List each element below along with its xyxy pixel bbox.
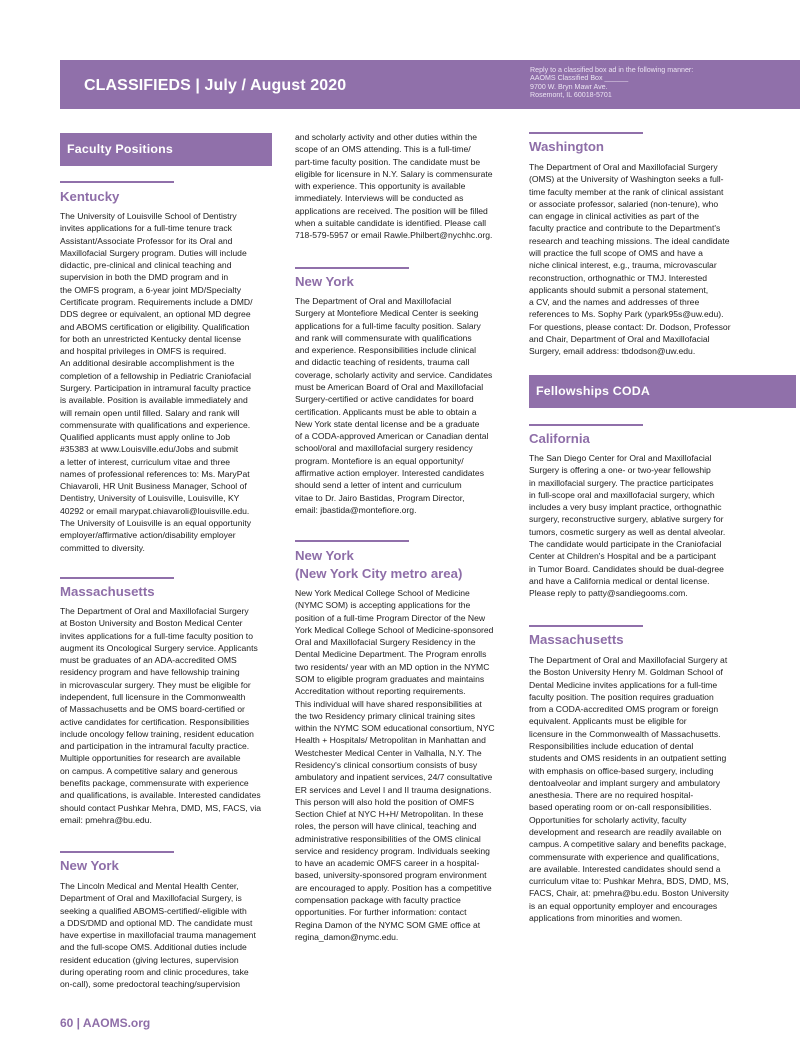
text-line: students and OMS residents in an outpatient setting	[529, 753, 727, 764]
section-rule	[529, 132, 643, 134]
text-line: The Department of Oral and Maxillofacial	[295, 296, 452, 306]
text-line: Dental Medicine invites applications for a full-time	[529, 679, 718, 690]
text-line: Westchester Medical Center in Valhalla, N.Y. The	[295, 747, 482, 758]
text-line: references to Ms. Sophy Park (ypark95s@uw.edu).	[529, 309, 724, 320]
text-line: two residents/ year with an MD option in the NYMC	[295, 661, 490, 672]
heading-massachusetts: Massachusetts	[529, 632, 624, 647]
text-line: development and research are readily available on	[529, 826, 722, 837]
text-line: at Boston University and Boston Medical Center	[60, 618, 243, 629]
text-line: Section Chief at NYC H+H/ Metropolitan. In these	[295, 809, 484, 820]
text-line: can engage in clinical activities as part of the	[529, 211, 700, 222]
text-line: Surgery. Participation in intramural faculty practice	[60, 382, 251, 393]
text-line: position of a full-time Program Director of the New	[295, 612, 486, 623]
text-line: and participation in the intramural faculty practice.	[60, 741, 250, 752]
text-line: on campus. A competitive salary and generous	[60, 765, 238, 776]
text-line: to have an academic OMFS career in a hospital-	[295, 858, 480, 869]
text-line: and didactic teaching of residents, trauma call	[295, 357, 470, 368]
text-line: invites applications for a full-time tenure track	[60, 223, 232, 234]
reply-instructions	[530, 66, 790, 99]
section-rule	[60, 577, 174, 579]
ad-kentucky	[60, 210, 274, 554]
category-fellowships-coda: Fellowships CODA	[529, 375, 796, 408]
text-line: faculty practice and contribute to the Department's	[529, 223, 721, 234]
text-line: program. Montefiore is an equal opportunity/	[295, 455, 464, 466]
text-line: service and residency program. Individuals seeking	[295, 845, 490, 856]
text-line: Chiavaroli, HR Unit Business Manager, School of	[60, 481, 247, 492]
text-line: ER services and Level I and II trauma designations.	[295, 784, 492, 795]
text-line: Accreditation without reporting requirements.	[295, 686, 466, 697]
text-line: includes a very busy implant practice, orthognathic	[529, 502, 722, 513]
text-line: Center at Children's Hospital and be a participant	[529, 551, 716, 562]
text-line: or associate professor, salaried (non-tenure), who	[529, 198, 719, 209]
text-line: is available. Position is available immediately and	[60, 395, 248, 406]
text-line: 40292 or email marypat.chiavaroli@louisville.edu.	[60, 505, 250, 516]
category-faculty-positions: Faculty Positions	[60, 133, 272, 166]
text-line: names of professional references to: Ms. MaryPat	[60, 468, 250, 479]
text-line: from a CODA-accredited OMS program or foreign	[529, 704, 719, 715]
text-line: research and teaching missions. The ideal candidate	[529, 235, 730, 246]
text-line: during operating room and clinic procedures, take	[60, 966, 249, 977]
reply-line: Rosemont, IL 60018-5701	[530, 90, 612, 99]
section-rule	[295, 540, 409, 542]
text-line: SOM to eligible program graduates and maintains	[295, 673, 485, 684]
text-line: This individual will have shared responsibilities at	[295, 698, 482, 709]
text-line: email: jbastida@montefiore.org.	[295, 504, 417, 515]
text-line: The Lincoln Medical and Mental Health Center,	[60, 881, 239, 891]
text-line: based, university-sponsored program environment	[295, 870, 487, 881]
reply-line: Reply to a classified box ad in the following manner:	[530, 66, 694, 74]
text-line: niche clinical interest, e.g., trauma, microvascular	[529, 260, 717, 271]
text-line: for both an unrestricted Kentucky dental license	[60, 333, 242, 344]
text-line: surgery, reconstructive surgery, ablative surgery for	[529, 514, 724, 525]
text-line: within the NYMC SOM educational consortium, NYC	[295, 723, 495, 734]
text-line: Surgery is offering a one- or two-year fellowship	[529, 465, 711, 476]
text-line: applications for a full-time faculty position. Salary	[295, 320, 481, 331]
text-line: seeking a qualified ABOMS-certified/-eligible with	[60, 905, 247, 916]
text-line: Qualified applicants must apply online to Job	[60, 432, 231, 443]
text-line: Department of Oral and Maxillofacial Surgery, is	[60, 893, 242, 904]
text-line: Surgery-certified or active candidates for board	[295, 394, 474, 405]
text-line: (NYMC SOM) is accepting applications for the	[295, 600, 471, 611]
ad-washington	[529, 161, 743, 358]
text-line: eligible for licensure in N.Y. Salary is commensurate	[295, 168, 493, 179]
ad-new-york-montefiore	[295, 295, 509, 516]
text-line: and experience. Responsibilities include clinical	[295, 345, 477, 356]
text-line: will remain open until filled. Salary and rank will	[60, 407, 240, 418]
text-line: are available. Interested candidates should send a	[529, 863, 721, 874]
text-line: regina_damon@nymc.edu.	[295, 931, 399, 942]
text-line: equivalent. Applicants must be eligible for	[529, 716, 687, 727]
text-line: coverage, scholarly activity and service. Candidates	[295, 369, 493, 380]
text-line: didactic, pre-clinical and clinical teaching and	[60, 260, 232, 271]
text-line: vitae to Dr. Jairo Bastidas, Program Director,	[295, 492, 465, 503]
section-rule	[295, 267, 409, 269]
ad-new-york-lincoln	[60, 880, 274, 991]
text-line: applications are received. The position will be filled	[295, 205, 488, 216]
text-line: ambulatory and inpatient services, 24/7 consultative	[295, 772, 493, 783]
text-line: of a CODA-approved American or Canadian dental	[295, 431, 489, 442]
ad-california	[529, 452, 743, 599]
text-line: a letter of interest, curriculum vitae and three	[60, 456, 231, 467]
ad-massachusetts-bu	[60, 605, 274, 826]
text-line: have expertise in maxillofacial trauma management	[60, 930, 256, 941]
text-line: affirmative action employer. Interested candidates	[295, 467, 485, 478]
text-line: Multiple opportunities for research are available	[60, 753, 241, 764]
reply-line: 9700 W. Bryn Mawr Ave.	[530, 82, 608, 91]
text-line: York Medical College School of Medicine-sponsored	[295, 624, 494, 635]
text-line: curriculum vitae to: Pushkar Mehra, BDS, DMD, MS,	[529, 876, 729, 887]
ad-massachusetts-goldman	[529, 654, 743, 924]
heading-new-york: New York	[295, 274, 354, 289]
text-line: time faculty member at the rank of clinical assistant	[529, 186, 724, 197]
text-line: (OMS) at the University of Washington seeks a full-	[529, 174, 724, 185]
text-line: FACS, Chair, at: pmehra@bu.edu. Boston University	[529, 888, 729, 899]
heading-new-york: New York	[295, 548, 354, 563]
text-line: applications from minorities and women.	[529, 912, 683, 923]
text-line: in full-scope oral and maxillofacial surgery, which	[529, 489, 715, 500]
text-line: This person will also hold the position of OMFS	[295, 796, 475, 807]
text-line: based operating room or on-call responsibilities.	[529, 802, 712, 813]
text-line: An additional desirable accomplishment is the	[60, 358, 235, 369]
text-line: in microvascular surgery. They must be eligible for	[60, 679, 251, 690]
section-rule	[60, 181, 174, 183]
text-line: a DDS/DMD and optional MD. The candidate must	[60, 917, 253, 928]
text-line: include oncology fellow training, resident education	[60, 728, 254, 739]
heading-california: California	[529, 431, 590, 446]
text-line: Please reply to patty@sandiegooms.com.	[529, 588, 688, 599]
text-line: completion of a fellowship in Pediatric Craniofacial	[60, 370, 252, 381]
text-line: Surgery, email address: tbdodson@uw.edu.	[529, 346, 696, 357]
heading-new-york: New York	[60, 858, 119, 873]
text-line: and rank will commensurate with qualifications	[295, 332, 472, 343]
text-line: DDS degree or equivalent, an optional MD degree	[60, 309, 251, 320]
text-line: and the full-scope OMS. Additional duties include	[60, 942, 247, 953]
text-line: anesthesia. There are no required hospital-	[529, 790, 694, 801]
text-line: compensation package with faculty practice	[295, 895, 461, 906]
text-line: campus. A competitive salary and benefits package,	[529, 839, 727, 850]
text-line: New York state dental license and be a graduate	[295, 418, 480, 429]
text-line: The University of Louisville is an equal opportunity	[60, 518, 252, 529]
text-line: on-call), some predoctoral teaching/supervision	[60, 979, 241, 990]
text-line: Health + Hospitals/ Metropolitan in Manhattan and	[295, 735, 486, 746]
text-line: reconstruction, orthognathic or TMJ. Interested	[529, 272, 708, 283]
text-line: opportunities. For further information: contact	[295, 907, 467, 918]
text-line: Dental Medicine Department. The Program enrolls	[295, 649, 487, 660]
text-line: are encouraged to apply. Position has a competitive	[295, 882, 492, 893]
text-line: dentoalveolar and implant surgery and ambulatory	[529, 777, 721, 788]
subheading-nyc-metro: (New York City metro area)	[295, 566, 463, 581]
text-line: commensurate with experience and qualifications,	[529, 851, 720, 862]
text-line: resident education (giving lectures, supervision	[60, 954, 239, 965]
text-line: the Boston University Henry M. Goldman School of	[529, 667, 723, 678]
text-line: licensure in the Commonwealth of Massachusetts.	[529, 728, 721, 739]
text-line: Regina Damon of the NYMC SOM GME office at	[295, 919, 481, 930]
text-line: The San Diego Center for Oral and Maxillofacial	[529, 453, 712, 463]
text-line: should send a letter of intent and curriculum	[295, 480, 462, 491]
text-line: Residency's clinical consortium consists of busy	[295, 759, 478, 770]
page-title: CLASSIFIEDS | July / August 2020	[84, 77, 347, 94]
heading-washington: Washington	[529, 139, 604, 154]
text-line: must be American Board of Oral and Maxillofacial	[295, 381, 484, 392]
heading-massachusetts: Massachusetts	[60, 584, 155, 599]
text-line: should contact Pushkar Mehra, DMD, MS, FACS, via	[60, 802, 262, 813]
text-line: in maxillofacial surgery. The practice participates	[529, 477, 714, 488]
text-line: of Massachusetts and be OMS board-certified or	[60, 704, 245, 715]
text-line: will practice the full scope of OMS and have a	[529, 247, 703, 258]
text-line: the OMFS program, a 6-year joint MD/Specialty	[60, 284, 242, 295]
text-line: The University of Louisville School of Dentistry	[60, 211, 237, 221]
ad-new-york-lincoln-continued	[295, 131, 509, 242]
text-line: is an equal opportunity employer and encourages	[529, 900, 718, 911]
text-line: and hospital privileges in OMFS is required.	[60, 346, 227, 357]
text-line: The candidate would participate in the Craniofacial	[529, 538, 722, 549]
text-line: The Department of Oral and Maxillofacial Surgery at	[529, 655, 728, 665]
text-line: and qualifications, is available. Interested candidates	[60, 790, 261, 801]
text-line: commensurate with qualifications and experience.	[60, 419, 251, 430]
text-line: For questions, please contact: Dr. Dodson, Professor	[529, 321, 731, 332]
text-line: the two Residency primary clinical training sites	[295, 710, 476, 721]
text-line: scope of an OMS attending. This is a full-time/	[295, 144, 471, 155]
text-line: active candidates for certification. Responsibilities	[60, 716, 250, 727]
text-line: employer/affirmative action/disability employer	[60, 530, 236, 541]
text-line: roles, the person will have clinical, teaching and	[295, 821, 477, 832]
text-line: administrative responsibilities of the OMS clinical	[295, 833, 481, 844]
text-line: Certificate program. Requirements include a DMD/	[60, 296, 253, 307]
ad-new-york-nymc	[295, 587, 509, 943]
text-line: Oral and Maxillofacial Surgery Residency in the	[295, 637, 476, 648]
text-line: independent, full licensure in the Commonwealth	[60, 691, 246, 702]
text-line: faculty position. The position requires graduation	[529, 691, 714, 702]
section-rule	[529, 625, 643, 627]
text-line: in Tumor Board. Candidates should be dual-degree	[529, 563, 724, 574]
text-line: Responsibilities include education of dental	[529, 740, 694, 751]
text-line: with emphasis on office-based surgery, including	[529, 765, 714, 776]
text-line: a CV, and the names and addresses of three	[529, 297, 700, 308]
section-rule	[529, 424, 643, 426]
text-line: The Department of Oral and Maxillofacial Surgery	[60, 606, 249, 616]
text-line: supervision in both the DMD program and in	[60, 272, 229, 283]
text-line: The Department of Oral and Maxillofacial Surgery	[529, 162, 718, 172]
text-line: applicants should submit a personal statement,	[529, 284, 709, 295]
text-line: with experience. This opportunity is available	[295, 181, 466, 192]
text-line: Assistant/Associate Professor for its Oral and	[60, 235, 233, 246]
section-rule	[60, 851, 174, 853]
text-line: Maxillofacial Surgery program. Duties will include	[60, 247, 247, 258]
text-line: and ABOMS certification or eligibility. Qualification	[60, 321, 250, 332]
page-footer: 60 | AAOMS.org	[60, 1016, 151, 1030]
text-line: augment its Oncological Surgery service. Applicants	[60, 642, 258, 653]
text-line: when a suitable candidate is identified. Please call	[295, 217, 487, 228]
text-line: email: pmehra@bu.edu.	[60, 814, 152, 825]
heading-kentucky: Kentucky	[60, 189, 120, 204]
text-line: school/oral and maxillofacial surgery residency	[295, 443, 473, 454]
text-line: residency program and have fellowship training	[60, 667, 240, 678]
text-line: committed to diversity.	[60, 542, 145, 553]
text-line: tumors, cosmetic surgery as well as dental alveolar.	[529, 526, 726, 537]
text-line: 718-579-5957 or email Rawle.Philbert@nychhc.org.	[295, 230, 493, 241]
text-line: must be graduates of an ADA-accredited OMS	[60, 655, 237, 666]
text-line: benefits package, commensurate with experience	[60, 777, 249, 788]
text-line: New York Medical College School of Medicine	[295, 588, 470, 598]
text-line: #35383 at www.Louisville.edu/Jobs and submit	[60, 444, 239, 455]
reply-line: AAOMS Classified Box ______	[530, 74, 629, 83]
text-line: and scholarly activity and other duties within the	[295, 132, 478, 142]
text-line: and Chair, Department of Oral and Maxillofacial	[529, 333, 710, 344]
text-line: immediately. Interviews will be conducted as	[295, 193, 464, 204]
text-line: and have a California medical or dental license.	[529, 575, 710, 586]
text-line: Opportunities for scholarly activity, faculty	[529, 814, 687, 825]
text-line: Surgery at Montefiore Medical Center is seeking	[295, 308, 479, 319]
text-line: certification. Applicants must be able to obtain a	[295, 406, 477, 417]
text-line: invites applications for a full-time faculty position to	[60, 630, 253, 641]
text-line: part-time faculty position. The candidate must be	[295, 156, 481, 167]
text-line: Dentistry, University of Louisville, Louisville, KY	[60, 493, 240, 504]
